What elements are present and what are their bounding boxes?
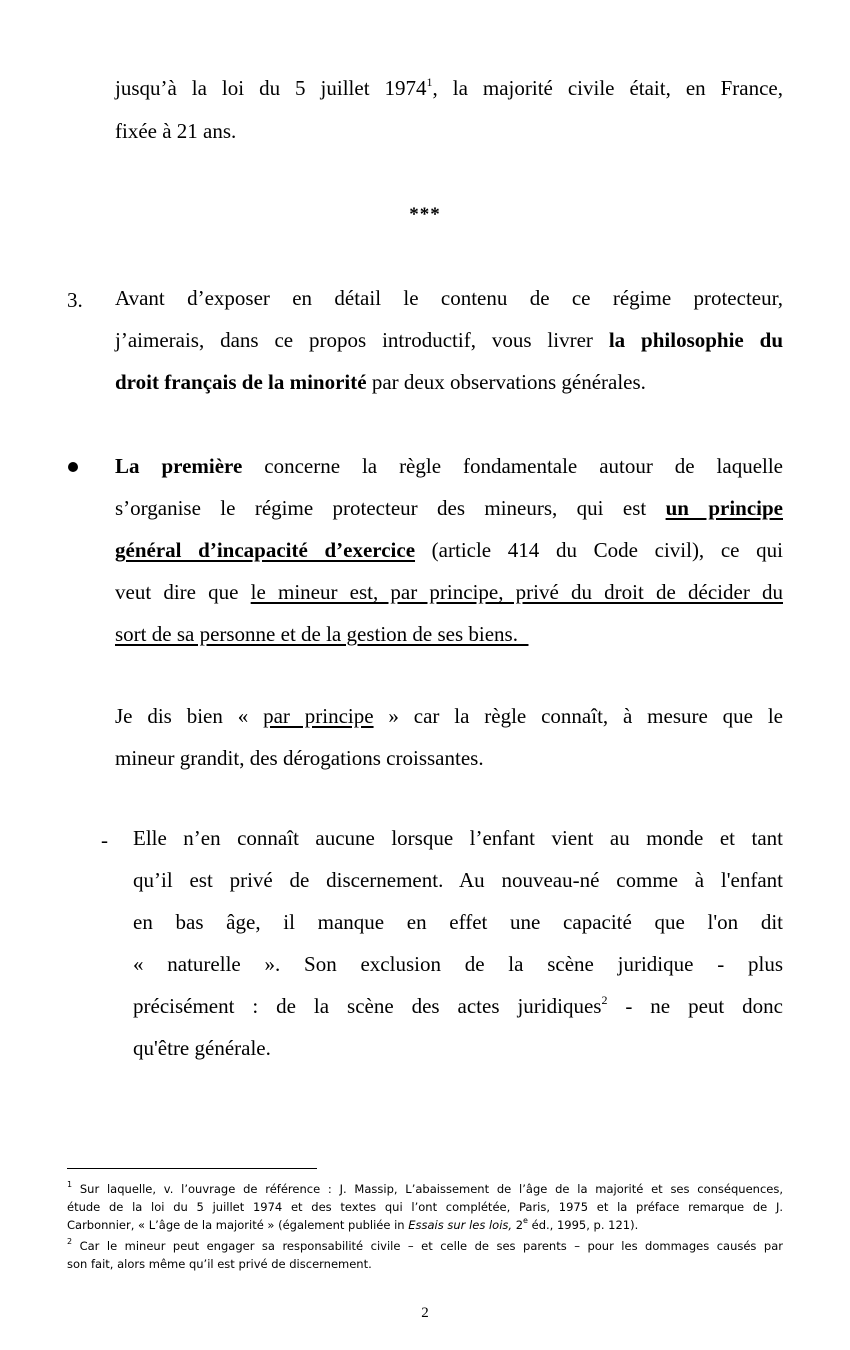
footnote-ref[interactable]: 1 bbox=[426, 75, 433, 89]
paragraph-line: veut dire que le mineur est, par principe, privé du droit de décider du bbox=[115, 580, 783, 604]
footnote-mark: 1 bbox=[67, 1180, 73, 1189]
footnote-mark: 2 bbox=[67, 1237, 73, 1246]
footnote-separator bbox=[67, 1168, 317, 1169]
paragraph-line: précisément : de la scène des actes juridiques$^2$ - ne peut donc bbox=[133, 993, 783, 1018]
paragraph-line: fixée à 21 ans. bbox=[115, 119, 237, 143]
footnote-line: son fait, alors même qu’il est privé de discernement. bbox=[67, 1257, 372, 1271]
list-dash: - bbox=[101, 828, 108, 852]
paragraph-line: en bas âge, il manque en effet une capacité que l'on dit bbox=[133, 910, 783, 934]
paragraph-line: s’organise le régime protecteur des mineurs, qui est un principe bbox=[115, 496, 783, 520]
paragraph-line: La première concerne la règle fondamentale autour de laquelle bbox=[115, 454, 784, 478]
paragraph-line: Avant d’exposer en détail le contenu de ce régime protecteur, bbox=[115, 286, 783, 310]
paragraph-line: droit français de la minorité par deux observations générales. bbox=[115, 370, 646, 394]
page-number: 2 bbox=[421, 1305, 429, 1321]
footnote-ref[interactable]: 2 bbox=[601, 993, 608, 1007]
bullet-icon bbox=[68, 462, 78, 472]
paragraph-line: « naturelle ». Son exclusion de la scène juridique - plus bbox=[133, 952, 783, 976]
footnote-line: $^2$ Car le mineur peut engager sa responsabilité civile – et celle de ses parents – pour les dommages causés par bbox=[67, 1237, 783, 1253]
paragraph-number: 3. bbox=[67, 288, 83, 312]
footnote-line: étude de la loi du 5 juillet 1974 et des textes qui l’ont complétée, Paris, 1975 et la préface remarque de J. bbox=[67, 1200, 783, 1214]
paragraph-line: mineur grandit, des dérogations croissantes. bbox=[115, 746, 484, 770]
paragraph-line: jusqu’à la loi du 5 juillet 1974$^1$, la majorité civile était, en France, bbox=[115, 75, 784, 100]
paragraph-line: général d’incapacité d’exercice (article 414 du Code civil), ce qui bbox=[115, 538, 783, 562]
footnote-line: Carbonnier, « L’âge de la majorité » (également publiée in Essais sur les lois, 2e éd., 1995, p. 121). bbox=[67, 1216, 639, 1232]
paragraph-line: qu'être générale. bbox=[133, 1036, 271, 1060]
paragraph-line: Elle n’en connaît aucune lorsque l’enfant vient au monde et tant bbox=[133, 826, 783, 850]
paragraph-line: Je dis bien « par principe » car la règle connaît, à mesure que le bbox=[115, 704, 784, 728]
footnote-line: $^1$ Sur laquelle, v. l’ouvrage de référence : J. Massip, L’abaissement de l’âge de la majorité et ses conséquences, bbox=[67, 1180, 783, 1196]
section-separator: *** bbox=[409, 204, 441, 225]
paragraph-line: j’aimerais, dans ce propos introductif, vous livrer la philosophie du bbox=[115, 328, 784, 352]
paragraph-line: qu’il est privé de discernement. Au nouveau-né comme à l'enfant bbox=[133, 868, 783, 892]
paragraph-line: sort de sa personne et de la gestion de ses biens. bbox=[115, 622, 529, 646]
